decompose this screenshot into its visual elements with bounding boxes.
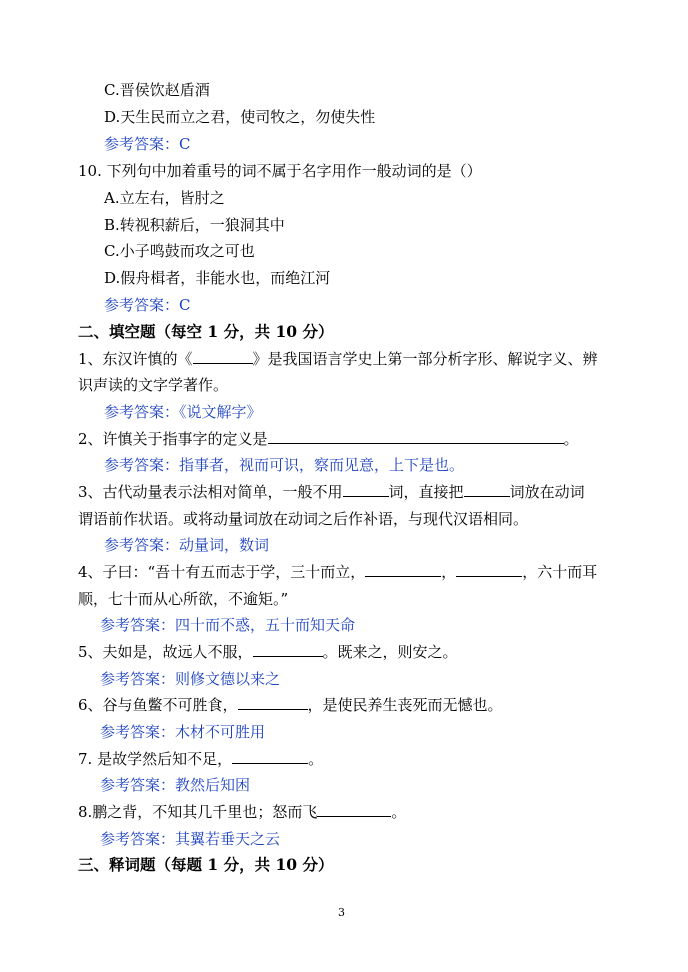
section2-heading: 二、填空题（每空 1 分，共 10 分） bbox=[78, 322, 334, 341]
fill-item-3-answer: 参考答案：动量词，数词 bbox=[104, 536, 270, 554]
fill-item-4-text-a: 4、子曰：“吾十有五而志于学，三十而立， bbox=[78, 563, 366, 581]
fill-item-8-answer: 参考答案：其翼若垂天之云 bbox=[100, 830, 281, 848]
fill-item-3-text-a: 3、古代动量表示法相对简单，一般不用 bbox=[78, 483, 343, 501]
fill-item-2-text-b: 。 bbox=[563, 430, 579, 448]
fill-item-4-line2: 顺，七十而从心所欲，不逾矩。” bbox=[78, 590, 289, 608]
fill-item-2 bbox=[78, 429, 579, 449]
fill-item-3-text-b: 词，直接把 bbox=[388, 483, 464, 501]
q10-option-d: D.假舟楫者，非能水也，而绝江河 bbox=[104, 269, 331, 287]
fill-item-5-text-b: 。既来之，则安之。 bbox=[322, 643, 458, 661]
fill-item-1 bbox=[78, 349, 598, 369]
fill-item-6 bbox=[78, 695, 503, 715]
fill-item-6-answer: 参考答案：木材不可胜用 bbox=[100, 723, 266, 741]
fill-item-1-line2: 识声读的文字学著作。 bbox=[78, 376, 229, 394]
fill-item-5 bbox=[78, 642, 458, 662]
q10-option-a: A.立左右，皆肘之 bbox=[104, 189, 225, 207]
fill-item-7-text-a: 7. 是故学然后知不足， bbox=[78, 750, 233, 768]
fill-item-8 bbox=[78, 802, 406, 822]
fill-item-4-text-c: ，六十而耳 bbox=[522, 563, 598, 581]
fill-item-6-text-a: 6、谷与鱼鳖不可胜食， bbox=[78, 696, 238, 714]
fill-item-5-answer: 参考答案：则修文德以来之 bbox=[100, 670, 281, 688]
fill-item-5-blank bbox=[253, 642, 323, 657]
fill-item-3-blank-1 bbox=[343, 482, 389, 497]
q10-stem: 10. 下列句中加着重号的词不属于名字用作一般动词的是（） bbox=[78, 162, 482, 180]
fill-item-4-text-b: ， bbox=[441, 563, 457, 581]
fill-item-8-blank bbox=[317, 802, 391, 817]
fill-item-5-text-a: 5、夫如是，故远人不服， bbox=[78, 643, 253, 661]
q10-answer: 参考答案：C bbox=[104, 296, 191, 314]
fill-item-4 bbox=[78, 562, 597, 582]
fill-item-4-blank-1 bbox=[365, 562, 441, 577]
q9-option-c: C.晋侯饮赵盾酒 bbox=[104, 81, 210, 99]
fill-item-3-text-c: 词放在动词 bbox=[509, 483, 585, 501]
fill-item-1-blank bbox=[193, 349, 253, 364]
q10-option-c: C.小子鸣鼓而攻之可也 bbox=[104, 242, 255, 260]
fill-item-8-text-a: 8.鹏之背，不知其几千里也；怒而飞 bbox=[78, 803, 318, 821]
fill-item-3-line2: 谓语前作状语。或将动量词放在动词之后作补语，与现代汉语相同。 bbox=[78, 510, 529, 528]
fill-item-1-text-b: 》是我国语言学史上第一部分析字形、解说字义、辨 bbox=[252, 350, 598, 368]
fill-item-7 bbox=[78, 749, 323, 769]
q9-answer: 参考答案：C bbox=[104, 135, 191, 153]
fill-item-2-blank bbox=[268, 429, 564, 444]
fill-item-4-answer: 参考答案：四十而不惑，五十而知天命 bbox=[100, 616, 356, 634]
fill-item-7-answer: 参考答案：教然后知困 bbox=[100, 776, 251, 794]
q9-option-d: D.天生民而立之君，使司牧之，勿使失性 bbox=[104, 108, 376, 126]
fill-item-1-answer: 参考答案：《说文解字》 bbox=[104, 403, 262, 421]
fill-item-3-blank-2 bbox=[464, 482, 510, 497]
fill-item-7-blank bbox=[232, 749, 308, 764]
fill-item-8-text-b: 。 bbox=[391, 803, 407, 821]
section3-heading: 三、释词题（每题 1 分，共 10 分） bbox=[78, 855, 334, 874]
fill-item-4-blank-2 bbox=[456, 562, 522, 577]
fill-item-1-text-a: 1、东汉许慎的《 bbox=[78, 350, 193, 368]
page-number: 3 bbox=[338, 906, 345, 919]
fill-item-6-blank bbox=[238, 695, 308, 710]
fill-item-7-text-b: 。 bbox=[308, 750, 324, 768]
fill-item-2-answer: 参考答案：指事者，视而可识，察而见意，上下是也。 bbox=[104, 456, 465, 474]
fill-item-6-text-b: ，是使民养生丧死而无憾也。 bbox=[307, 696, 503, 714]
q10-option-b: B.转视积薪后，一狼洞其中 bbox=[104, 216, 285, 234]
fill-item-2-text-a: 2、许慎关于指事字的定义是 bbox=[78, 430, 268, 448]
fill-item-3 bbox=[78, 482, 585, 502]
